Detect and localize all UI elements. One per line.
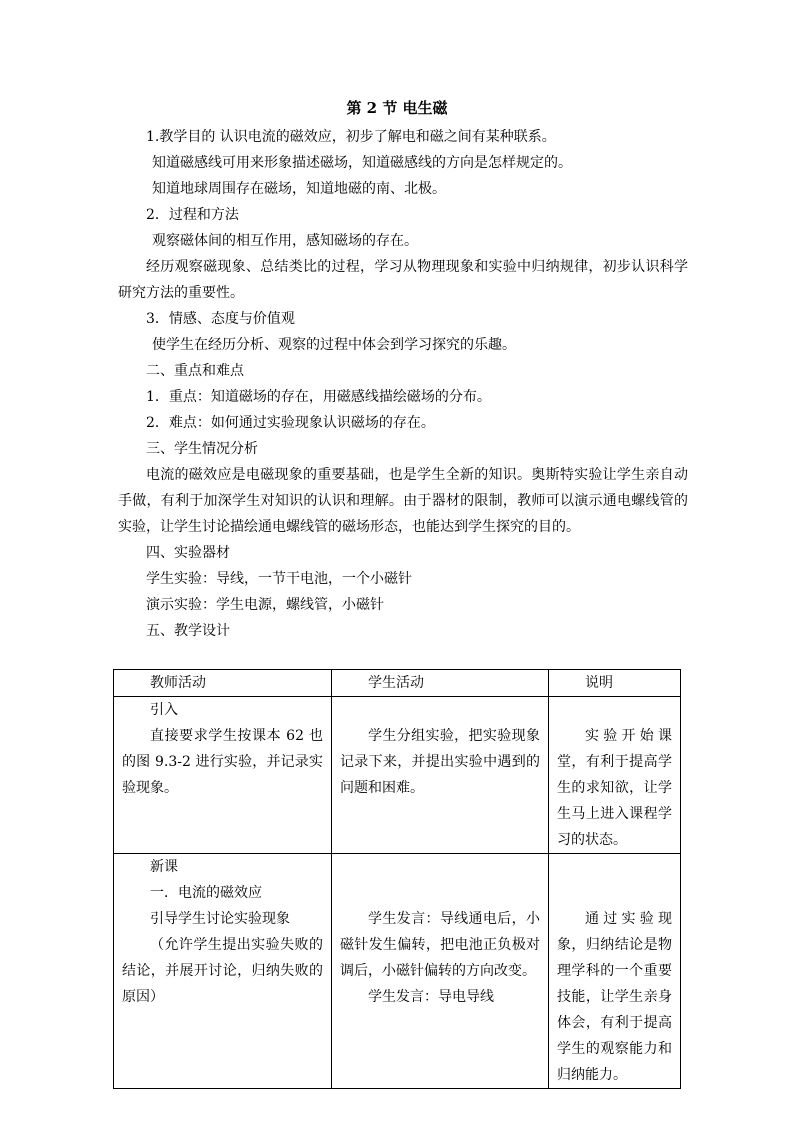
section-title: 第 2 节 电生磁 — [346, 99, 448, 117]
key-point: 1．重点：知道磁场的存在，用磁感线描绘磁场的分布。 — [146, 389, 491, 405]
difficult-point: 2．难点：如何通过实验现象认识磁场的存在。 — [146, 415, 435, 431]
heading-process-method: 2．过程和方法 — [146, 207, 239, 223]
row1-teacher-heading: 引入 — [150, 702, 178, 718]
table-row — [114, 854, 681, 1089]
header-note: 说明 — [549, 670, 681, 697]
heading-key-points: 二、重点和难点 — [146, 363, 244, 379]
header-student: 学生活动 — [332, 670, 549, 697]
heading-emotion-attitude: 3．情感、态度与价值观 — [146, 311, 295, 327]
process-2: 经历观察磁现象、总结类比的过程，学习从物理现象和实验中归纳规律，初步认识科学研究方法的重要性。 — [118, 259, 688, 301]
row2-student-text2: 学生发言：导电导线 — [368, 989, 494, 1005]
header-teacher: 教师活动 — [114, 670, 332, 697]
heading-student-analysis: 三、学生情况分析 — [146, 441, 258, 457]
row2-note-text: 通过实验现象，归纳结论是物理学科的一个重要技能，让学生亲身体会，有利于提高学生的观察能力和归纳能力。 — [557, 911, 672, 1083]
row2-teacher-text: 引导学生讨论实验现象 — [150, 911, 290, 927]
equipment-demo: 演示实验：学生电源，螺线管，小磁针 — [146, 597, 384, 613]
row2-student — [332, 854, 549, 1089]
row2-teacher — [114, 854, 332, 1089]
row1-student — [332, 697, 549, 854]
table-header-row — [114, 670, 681, 697]
heading-teaching-design: 五、教学设计 — [146, 623, 230, 639]
row1-student-text: 学生分组实验，把实验现象记录下来，并提出实验中遇到的问题和困难。 — [340, 728, 540, 796]
student-analysis-paragraph: 电流的磁效应是电磁现象的重要基础，也是学生全新的知识。奥斯特实验让学生亲自动手做，有利于加深学生对知识的认识和理解。由于器材的限制，教师可以演示通电螺线管的实验，让学生讨论描绘通电螺线管的磁场形态，也能达到学生探究的目的。 — [118, 467, 688, 535]
teaching-design-table — [113, 669, 681, 1089]
row2-student-text: 学生发言：导线通电后，小磁针发生偏转，把电池正负极对调后，小磁针偏转的方向改变。 — [340, 911, 540, 979]
objective-1: 1.教学目的 认识电流的磁效应，初步了解电和磁之间有某种联系。 — [146, 129, 556, 145]
row1-teacher-text: 直接要求学生按课本 62 也的图 9.3-2 进行实验，并记录实验现象。 — [122, 728, 323, 796]
body-text — [118, 124, 688, 644]
row2-note — [549, 854, 681, 1089]
emotion-1: 使学生在经历分析、观察的过程中体会到学习探究的乐趣。 — [152, 337, 516, 353]
heading-equipment: 四、实验器材 — [146, 545, 230, 561]
table-row — [114, 697, 681, 854]
objective-3: 知道地球周围存在磁场，知道地磁的南、北极。 — [152, 181, 446, 197]
row1-note — [549, 697, 681, 854]
equipment-student: 学生实验：导线，一节干电池，一个小磁针 — [146, 571, 412, 587]
row2-teacher-sub: 一．电流的磁效应 — [150, 885, 262, 901]
row1-teacher — [114, 697, 332, 854]
row1-note-text: 实验开始课堂，有利于提高学生的求知欲，让学生马上进入课程学习的状态。 — [557, 728, 672, 848]
process-1: 观察磁体间的相互作用，感知磁场的存在。 — [152, 233, 418, 249]
row2-teacher-note: （允许学生提出实验失败的结论，并展开讨论，归纳失败的原因） — [122, 937, 323, 1005]
row2-teacher-heading: 新课 — [150, 859, 178, 875]
objective-2: 知道磁感线可用来形象描述磁场，知道磁感线的方向是怎样规定的。 — [152, 155, 572, 171]
